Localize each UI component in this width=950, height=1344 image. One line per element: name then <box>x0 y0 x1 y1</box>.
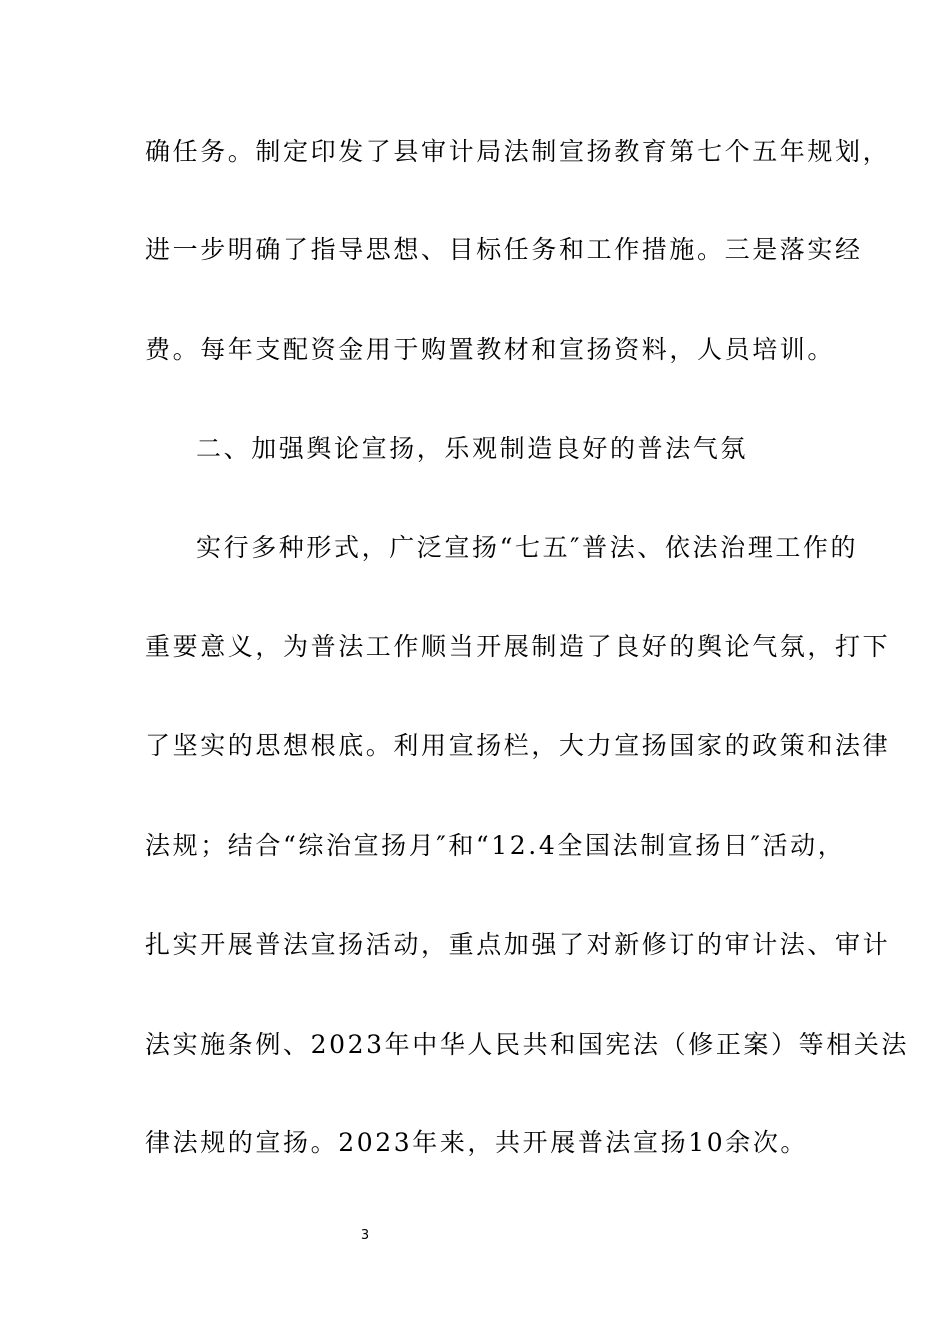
paragraph-line-8: 法规；结合“综治宣扬月″和“12.4全国法制宣扬日″活动， <box>145 831 846 860</box>
paragraph-line-5: 实行多种形式，广泛宣扬“七五″普法、依法治理工作的 <box>196 533 859 562</box>
paragraph-line-11: 律法规的宣扬。2023年来，共开展普法宣扬10余次。 <box>145 1128 809 1157</box>
paragraph-line-3: 费。每年支配资金用于购置教材和宣扬资料，人员培训。 <box>145 335 836 364</box>
paragraph-line-9: 扎实开展普法宣扬活动，重点加强了对新修订的审计法、审计 <box>145 930 891 959</box>
paragraph-line-2: 进一步明确了指导思想、目标任务和工作措施。三是落实经 <box>145 235 863 264</box>
paragraph-line-10: 法实施条例、2023年中华人民共和国宪法（修正案）等相关法 <box>145 1030 910 1059</box>
paragraph-line-7: 了坚实的思想根底。利用宣扬栏，大力宣扬国家的政策和法律 <box>145 731 891 760</box>
paragraph-line-1: 确任务。制定印发了县审计局法制宣扬教育第七个五年规划， <box>145 137 891 166</box>
section-heading: 二、加强舆论宣扬，乐观制造良好的普法气氛 <box>196 434 749 463</box>
page-number: 3 <box>360 1228 370 1243</box>
paragraph-line-6: 重要意义，为普法工作顺当开展制造了良好的舆论气氛，打下 <box>145 632 891 661</box>
